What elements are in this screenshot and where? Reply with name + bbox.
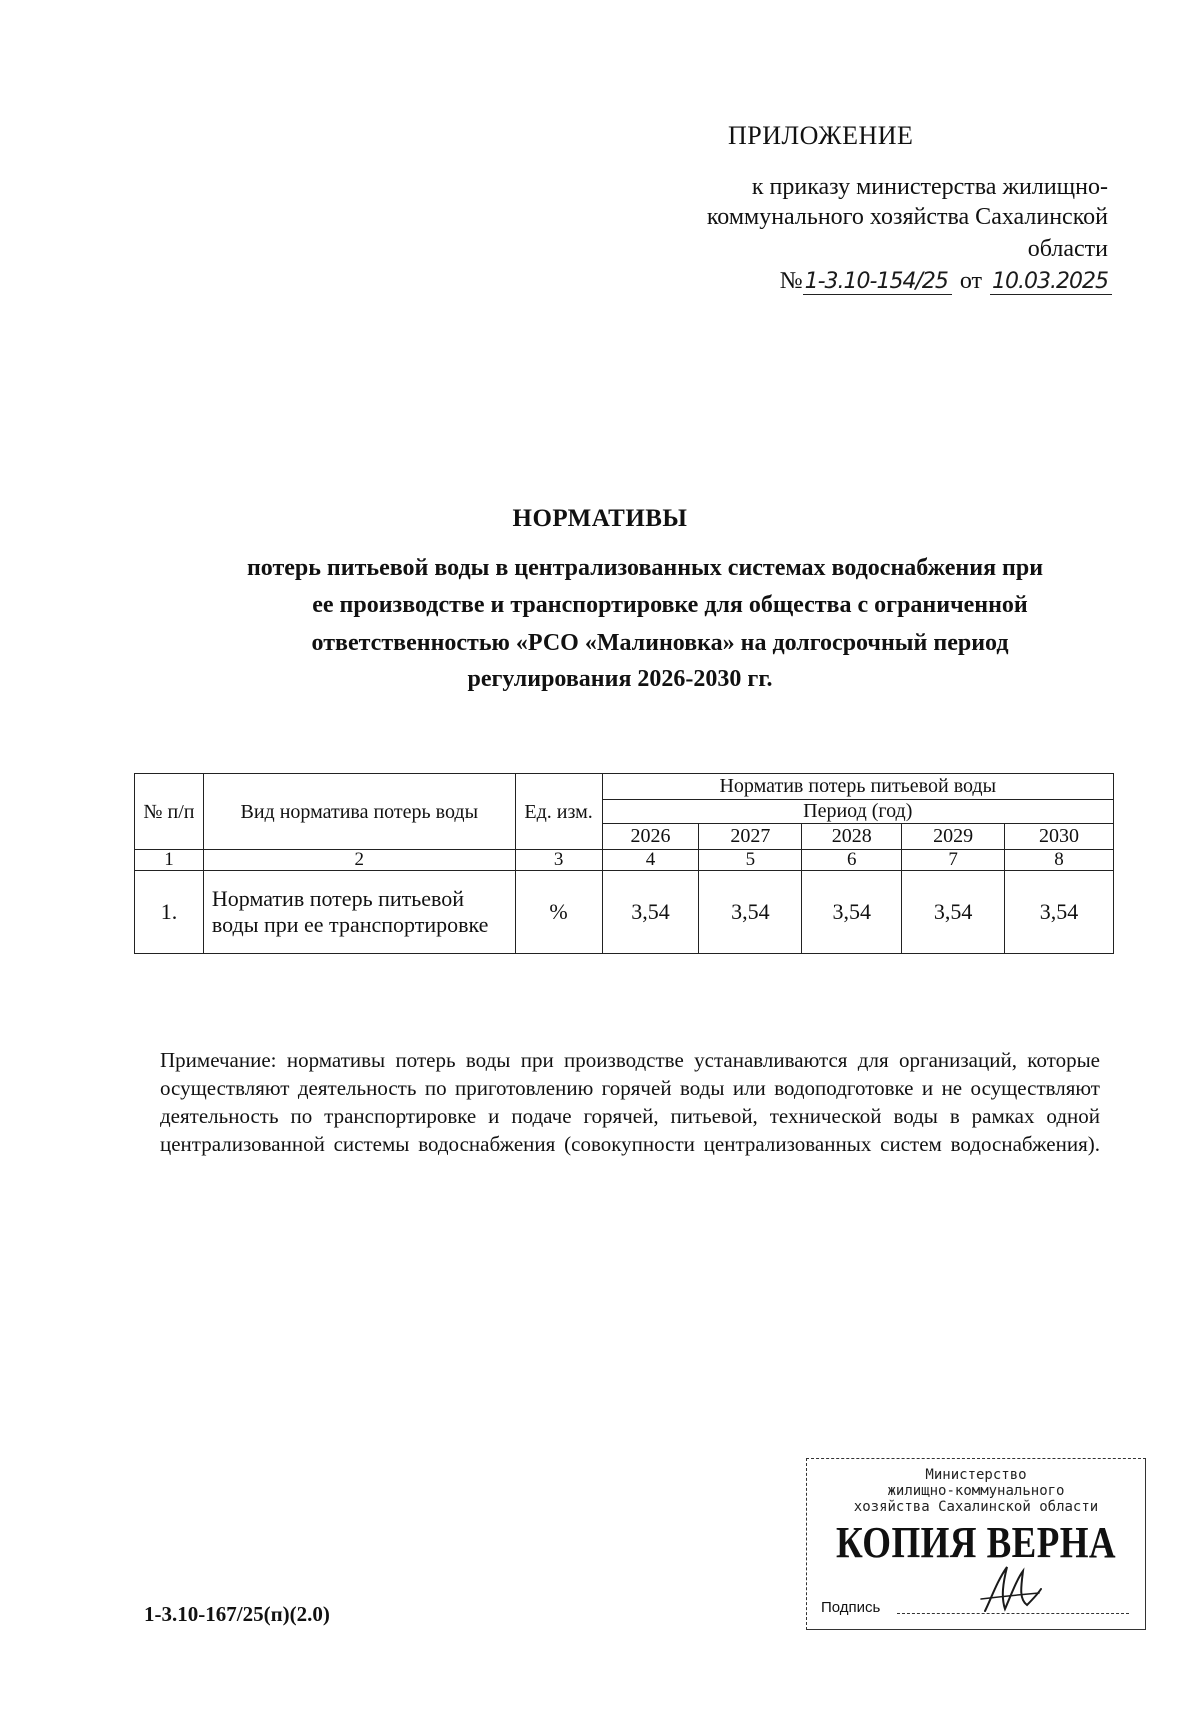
row-value-2029: 3,54: [902, 871, 1005, 954]
table-row: [135, 871, 1114, 954]
header-year: 2027: [699, 824, 802, 850]
date-prefix: от: [959, 268, 983, 294]
subtitle-line-1: потерь питьевой воды в централизованных системах водоснабжения при: [246, 555, 1044, 581]
annex-order-line-3: области: [1027, 236, 1108, 262]
row-norm-type: Норматив потерь питьевой воды при ее транспортировке: [203, 871, 515, 954]
column-number-row: [135, 850, 1114, 871]
header-period: Период (год): [602, 800, 1113, 824]
column-number: 2: [203, 850, 515, 871]
header-year: 2028: [802, 824, 902, 850]
subtitle-line-4: регулирования 2026-2030 гг.: [467, 666, 773, 692]
norms-table: [134, 773, 1114, 954]
subtitle-line-2: ее производстве и транспортировке для общества с ограниченной: [312, 592, 1028, 618]
document-title: НОРМАТИВЫ: [512, 505, 688, 532]
note-paragraph: Примечание: нормативы потерь воды при производстве устанавливаются для организаций, которые осуществляют деятельность по приготовлению горячей воды или водоподготовке и не осуществляют деятельность по транспортировке и подаче горячей, питьевой, технической воды в рамках одной централизованной системы водоснабжения (совокупности централизованных систем водоснабжения).: [160, 1048, 1100, 1156]
column-number: 4: [602, 850, 699, 871]
header-year: 2026: [602, 824, 699, 850]
order-date: 10.03.2025: [990, 270, 1112, 295]
column-number: 5: [699, 850, 802, 871]
copy-certified-stamp: [806, 1458, 1146, 1630]
row-number: 1.: [135, 871, 204, 954]
handwritten-signature: [977, 1559, 1047, 1619]
stamp-org-line-3: хозяйства Сахалинской области: [853, 1499, 1099, 1515]
subtitle-line-3: ответственностью «РСО «Малиновка» на долгосрочный период: [311, 630, 1009, 656]
column-number: 6: [802, 850, 902, 871]
stamp-org-line-2: жилищно-коммунального: [887, 1483, 1065, 1499]
column-number: 8: [1005, 850, 1114, 871]
row-value-2026: 3,54: [602, 871, 699, 954]
row-unit: %: [515, 871, 602, 954]
order-number: 1-3.10-154/25: [803, 270, 952, 295]
header-unit: Ед. изм.: [515, 774, 602, 850]
order-number-line: [780, 268, 1112, 295]
document-code: 1-3.10-167/25(п)(2.0): [144, 1602, 330, 1626]
column-number: 7: [902, 850, 1005, 871]
row-value-2028: 3,54: [802, 871, 902, 954]
header-year: 2030: [1005, 824, 1114, 850]
header-norm-type: Вид норматива потерь воды: [203, 774, 515, 850]
stamp-signature-label: Подпись: [821, 1599, 881, 1616]
annex-title: ПРИЛОЖЕНИЕ: [728, 121, 914, 150]
annex-order-line-1: к приказу министерства жилищно-: [751, 174, 1108, 200]
stamp-main-text: КОПИЯ ВЕРНА: [835, 1518, 1117, 1567]
column-number: 1: [135, 850, 204, 871]
column-number: 3: [515, 850, 602, 871]
row-value-2030: 3,54: [1005, 871, 1114, 954]
header-year: 2029: [902, 824, 1005, 850]
number-sign: №: [779, 268, 803, 294]
header-norm-group: Норматив потерь питьевой воды: [602, 774, 1113, 800]
stamp-org-line-1: Министерство: [925, 1467, 1027, 1483]
annex-order-line-2: коммунального хозяйства Сахалинской: [706, 204, 1108, 230]
row-value-2027: 3,54: [699, 871, 802, 954]
header-number: № п/п: [135, 774, 204, 850]
